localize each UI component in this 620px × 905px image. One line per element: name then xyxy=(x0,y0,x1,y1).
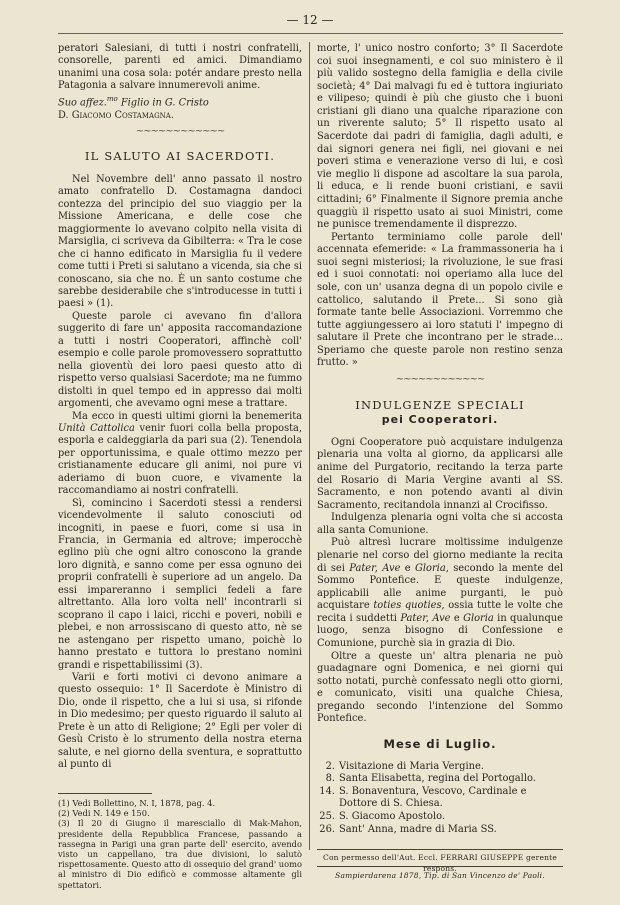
text-run: , ossia tutte le volte che recita i suddetti xyxy=(317,600,563,624)
italic-term: Pater, Ave xyxy=(400,612,451,624)
feast-day: 8. xyxy=(325,773,335,785)
paragraph: Queste parole ci avevano fin d'allora suggerito di fare un' apposita raccomandazione a tutti i nostri Cooperatori, affinchè coll' esempio e colle parole promovessero soprattutto nella gioventù dei loro paesi questo atto di rispetto verso qualsiasi Sacerdote; ma ne fummo distolti in quel tempo ed in appresso dai molti argomenti, che avevamo ogni mese a trattare. xyxy=(58,310,302,410)
feast-item xyxy=(317,761,563,774)
column-divider xyxy=(309,42,310,850)
feast-day: 14. xyxy=(319,785,335,797)
paragraph: Oltre a queste un' altra plenaria ne può guadagnare ogni Domenica, e nei giorni qui sotto notati, purchè confessato negli otto giorni, e comunicato, visiti una qualche Chiesa, pregando secondo l'intenzione del Sommo Pontefice. xyxy=(317,650,563,725)
italic-term: Pater, Ave xyxy=(349,562,401,574)
text-run: Ma ecco in questi ultimi giorni la benemerita xyxy=(72,410,302,422)
feast-text: S. Bonaventura, Vescovo, Cardinale e Dottore di S. Chiesa. xyxy=(339,785,527,810)
feast-day: 26. xyxy=(319,823,335,835)
section-subheading: pei Cooperatori. xyxy=(381,413,499,427)
paragraph: morte, l' unico nostro conforto; 3° Il Sacerdote coi suoi insegnamenti, e col suo ministero è il più valido sostegno della famiglia e della civile società; 4° Dai malvagi fu ed è tuttora ingiuriato e vilipeso; quindi è più che giusto che i buoni cristiani gli diano una qualche riparazione con un riverente saluto; 5° Il rispetto usato al Sacerdote dai padri di famiglia, dagli adulti, e dai signori genera nei figli, nei giovani e nei poveri stima e venerazione verso di lui, e così vie meglio li dispone ad ascoltare la sua parola, li educa, e li rende buoni cristiani, e savii cittadini; 6° Finalmente il Signore premia anche quaggiù il rispetto usato ai suoi Ministri, come ne punisce tremendamente il disprezzo. xyxy=(317,43,563,231)
footnote: (3) Il 20 di Giugno il maresciallo di Mak-Mahon, presidente della Repubblica Francese, passando a rassegna in Parigi una gran parte dell' esercito, avendo visto un cappellano, tra due divisioni, lo salutò rispettosamente. Questo atto di ossequio del grand' uomo al ministro di Dio edificò e commosse altamente gli spettatori. xyxy=(58,818,302,890)
page-number: — 12 — xyxy=(286,13,334,27)
left-column xyxy=(58,43,302,772)
feast-text: S. Giacomo Apostolo. xyxy=(339,810,445,822)
italic-title: Unità Cattolica xyxy=(58,422,135,434)
paragraph xyxy=(317,537,563,650)
ornament-divider: ~~~~~~~~~~~~ xyxy=(395,374,485,386)
paragraph: Ogni Cooperatore può acquistare indulgenza plenaria una volta al giorno, da applicarsi alle anime del Purgatorio, recitando la terza parte del Rosario di Maria Vergine avanti al SS. Sacramento, e non potendo avanti al divin Sacramento, recitandola innanzi al Crocifisso. xyxy=(317,436,563,511)
printer-rule xyxy=(317,866,563,867)
footnote: (1) Vedi Bollettino, N. I, 1878, pag. 4. xyxy=(58,798,216,808)
footnotes xyxy=(58,798,302,890)
signature-figlio: Figlio in G. Cristo xyxy=(120,97,209,109)
paragraph: Varii e forti motivi ci devono animare a questo ossequio: 1° Il Sacerdote è Ministro di Dio, onde il rispetto, che a lui si usa, si rifonde in Dio medesimo; per questo riguardo il saluto al Prete è un atto di Religione; 2° Egli per voler di Gesù Cristo è lo strumento della nostra eterna salute, e nel giorno della sventura, e soprattutto al punto di xyxy=(58,672,302,771)
paragraph: Indulgenza plenaria ogni volta che si accosta alla santa Comunione. xyxy=(317,512,563,536)
paragraph: Nel Novembre dell' anno passato il nostro amato confratello D. Costamagna dandoci contezza del principio del suo viaggio per la Missione Americana, e delle cose che maggiormente lo avevano colpito nella visita di Marsiglia, ci scriveva da Gibilterra: « Tra le cose che ci hanno edificato in Marsiglia fu il vedere come tutti i Preti si salutano a vicenda, sia che si conoscano, sia che no. È un santo costume che sarebbe desiderabile che s'introducesse in tutti i paesi » (1). xyxy=(58,173,302,310)
signature-line xyxy=(58,93,302,110)
italic-term: toties quoties xyxy=(373,600,442,612)
signature-affez: Suo affez. xyxy=(58,97,107,109)
footnote: (2) Vedi N. 149 e 150. xyxy=(58,808,150,819)
right-column xyxy=(317,43,563,836)
feast-text: Visitazione di Maria Vergine. xyxy=(339,760,484,772)
imprimatur-rule xyxy=(317,849,563,850)
italic-term: Gloria xyxy=(414,562,446,574)
footnote-rule xyxy=(58,793,152,794)
signature-name: D. Giacomo Costamagna. xyxy=(58,109,174,121)
feast-day: 2. xyxy=(325,760,335,772)
text-run: e xyxy=(450,612,464,624)
text-run: in qualunque luogo, senza bisogno di Confessione e Comunione, purchè sia in grazia di Dio. xyxy=(317,612,564,650)
text-run: venir fuori colla bella proposta, esporla e caldeggiarla da pari sua (2). Tenendola per opportunissima, e quale ottimo mezzo per cristianamente educare gli animi, noi pure vi aderiamo di buon cuore, e vivamente la raccomandiamo ai nostri confratelli. xyxy=(58,422,303,497)
feast-item xyxy=(317,811,563,824)
paragraph xyxy=(58,411,302,498)
text-run: e xyxy=(400,562,415,574)
printer-line: Sampierdarena 1878, Tip. di San Vincenzo de' Paoli. xyxy=(335,871,545,880)
feast-item xyxy=(317,786,563,811)
feast-item xyxy=(317,824,563,837)
paragraph: Sì, comincino i Sacerdoti stessi a rendersi vicendevolmente il saluto conosciuti od incogniti, in paese e fuori, come si usa in Francia, in Germania ed altrove; imperocchè eglino più che ogni altro conoscono la grande loro dignità, e sanno come per essa ognuno dei proprii confratelli è superiore ad un angelo. Da essi impareranno i semplici fedeli a fare altrettanto. Alla loro volta nell' incontrarli si scoprano il capo i laici, ricchi e poveri, nobili e plebei, e non arrossiscano di questo atto, nè se ne astengano per rispetto umano, poichè lo hanno prestato e tuttora lo prestano nomini grandi e rispettabilissimi (3). xyxy=(58,497,302,671)
imprimatur: Con permesso dell'Aut. Eccl. FERRARI GIUSEPPE gerente respons. xyxy=(323,853,557,873)
ornament-divider: ~~~~~~~~~~~~ xyxy=(135,125,225,137)
section-heading-indulgenze: INDULGENZE SPECIALI xyxy=(355,397,525,412)
header-rule xyxy=(58,33,563,34)
feast-day: 25. xyxy=(319,810,335,822)
intro-paragraph: peratori Salesiani, di tutti i nostri confratelli, consorelle, parenti ed amici. Dimandiamo unanimi una cosa sola: potér andare presto nella Patagonia a salvare innumerevoli anime. xyxy=(58,43,302,92)
text-run: , secondo la mente del Sommo Pontefice. E queste indulgenze, applicabili alle anime purganti, le può acquistare xyxy=(317,562,564,612)
feast-text: Sant' Anna, madre di Maria SS. xyxy=(339,823,497,835)
month-heading: Mese di Luglio. xyxy=(383,737,497,752)
text-run: Può altresì lucrare moltissime indulgenze plenarie nel corso del giorno mediante la recita di sei xyxy=(317,537,563,574)
italic-term: Gloria xyxy=(463,612,494,624)
feast-text: Santa Elisabetta, regina del Portogallo. xyxy=(339,773,536,785)
feast-item xyxy=(317,773,563,786)
paragraph: Pertanto terminiamo colle parole dell' accennata efemeride: « La frammassoneria ha i suoi segni misteriosi; la rivoluzione, le sue frasi ed i suoi connotati: noi operiamo alla luce del sole, con un' usanza degna di un popolo civile e cattolico, salutando il Prete... Si sono già formate tante belle Associazioni. Vorremmo che tutte aggiungessero ai loro statuti l' impegno di salutare il Prete che incontrano per le strade... Speriamo che queste parole non restino senza frutto. » xyxy=(317,231,563,369)
signature-sup: mo xyxy=(106,94,118,103)
section-heading-saluto: IL SALUTO AI SACERDOTI. xyxy=(84,149,276,164)
